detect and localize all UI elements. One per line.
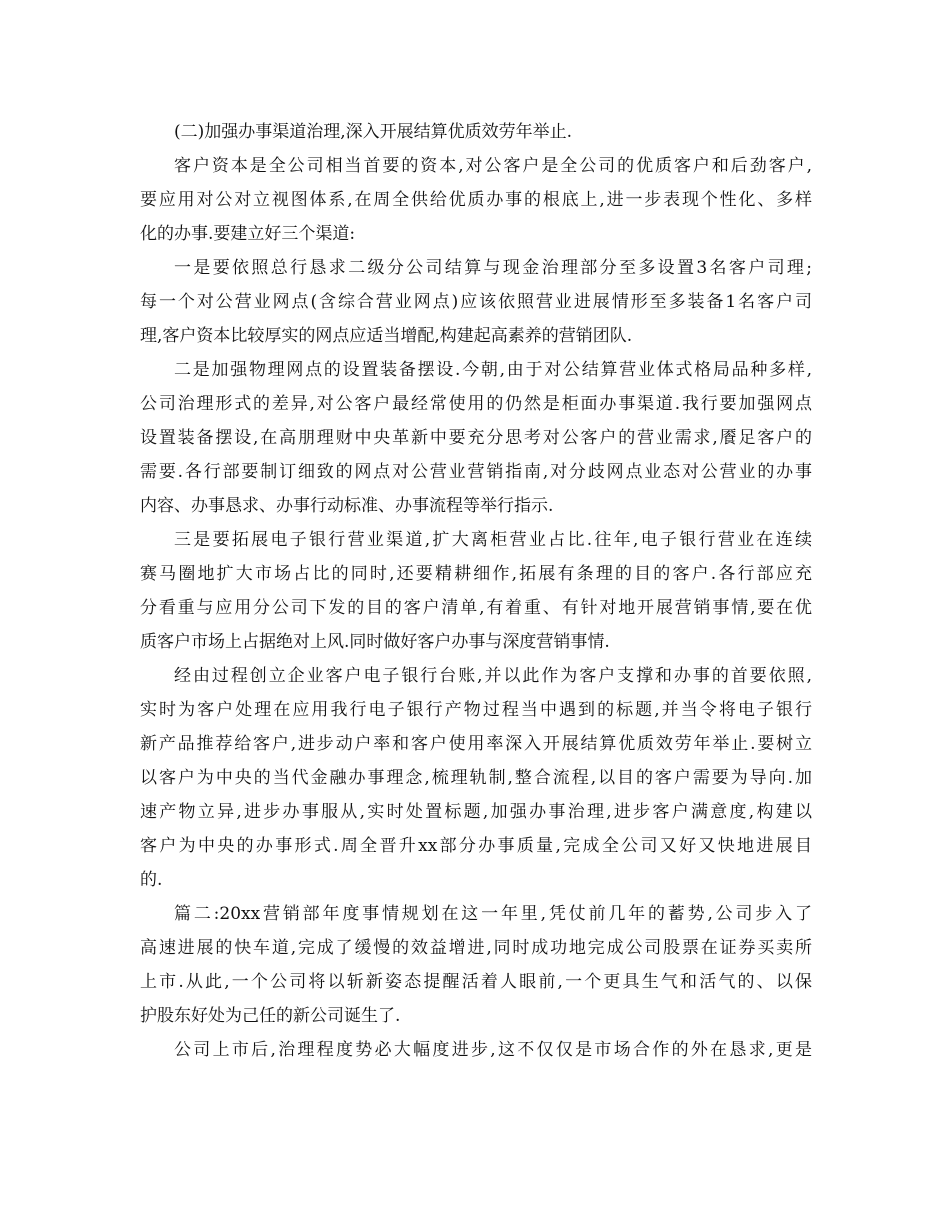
paragraph-line: 速产物立异,进步办事服从,实时处置标题,加强办事治理,进步客户满意度,构建以 — [140, 802, 812, 822]
paragraph-line: 二是加强物理网点的设置装备摆设.今朝,由于对公结算营业体式格局品种多样, — [174, 360, 812, 380]
paragraph-line: 经由过程创立企业客户电子银行台账,并以此作为客户支撑和办事的首要依照, — [174, 666, 812, 686]
paragraph-line: 实时为客户处理在应用我行电子银行产物过程当中遇到的标题,并当令将电子银行 — [140, 700, 812, 720]
paragraph-line: 赛马圈地扩大市场占比的同时,还要精耕细作,拓展有条理的目的客户.各行部应充 — [140, 564, 812, 584]
paragraph-line: 客户为中央的办事形式.周全晋升xx部分办事质量,完成全公司又好又快地进展目 — [140, 836, 812, 856]
paragraph-line: 内容、办事恳求、办事行动标准、办事流程等举行指示. — [140, 496, 554, 516]
paragraph-line: 护股东好处为己任的新公司诞生了. — [140, 1006, 401, 1026]
paragraph-line: 高速进展的快车道,完成了缓慢的效益增进,同时成功地完成公司股票在证券买卖所 — [140, 938, 812, 958]
paragraph-line: 三是要拓展电子银行营业渠道,扩大离柜营业占比.往年,电子银行营业在连续 — [174, 530, 812, 550]
paragraph-line: 客户资本是全公司相当首要的资本,对公客户是全公司的优质客户和后劲客户, — [174, 156, 812, 176]
paragraph-line: 设置装备摆设,在高朋理财中央革新中要充分思考对公客户的营业需求,餍足客户的 — [140, 428, 812, 448]
paragraph-line: 的. — [140, 870, 163, 890]
paragraph-line: 需要.各行部要制订细致的网点对公营业营销指南,对分歧网点业态对公营业的办事 — [140, 462, 812, 482]
paragraph-line: 每一个对公营业网点(含综合营业网点)应该依照营业进展情形至多装备1名客户司 — [140, 292, 812, 312]
paragraph-line: 公司治理形式的差异,对公客户最经常使用的仍然是柜面办事渠道.我行要加强网点 — [140, 394, 812, 414]
paragraph-line: 化的办事.要建立好三个渠道: — [140, 224, 356, 244]
paragraph-line: 新产品推荐给客户,进步动户率和客户使用率深入开展结算优质效劳年举止.要树立 — [140, 734, 812, 754]
paragraph-line: 公司上市后,治理程度势必大幅度进步,这不仅仅是市场合作的外在恳求,更是 — [174, 1040, 812, 1060]
paragraph-line: 一是要依照总行恳求二级分公司结算与现金治理部分至多设置3名客户司理; — [174, 258, 812, 278]
paragraph-line: 质客户市场上占据绝对上风.同时做好客户办事与深度营销事情. — [140, 632, 610, 652]
section-heading: (二)加强办事渠道治理,深入开展结算优质效劳年举止. — [174, 122, 573, 142]
paragraph-line: 分看重与应用分公司下发的目的客户清单,有着重、有针对地开展营销事情,要在优 — [140, 598, 812, 618]
paragraph-line: 上市.从此,一个公司将以斩新姿态提醒活着人眼前,一个更具生气和活气的、以保 — [140, 972, 812, 992]
document-body — [140, 115, 812, 1067]
paragraph-line: 篇二:20xx营销部年度事情规划在这一年里,凭仗前几年的蓄势,公司步入了 — [174, 904, 812, 924]
paragraph-line: 理,客户资本比较厚实的网点应适当增配,构建起高素养的营销团队. — [140, 326, 633, 346]
paragraph-line: 要应用对公对立视图体系,在周全供给优质办事的根底上,进一步表现个性化、多样 — [140, 190, 812, 210]
paragraph-line: 以客户为中央的当代金融办事理念,梳理轨制,整合流程,以目的客户需要为导向.加 — [140, 768, 812, 788]
